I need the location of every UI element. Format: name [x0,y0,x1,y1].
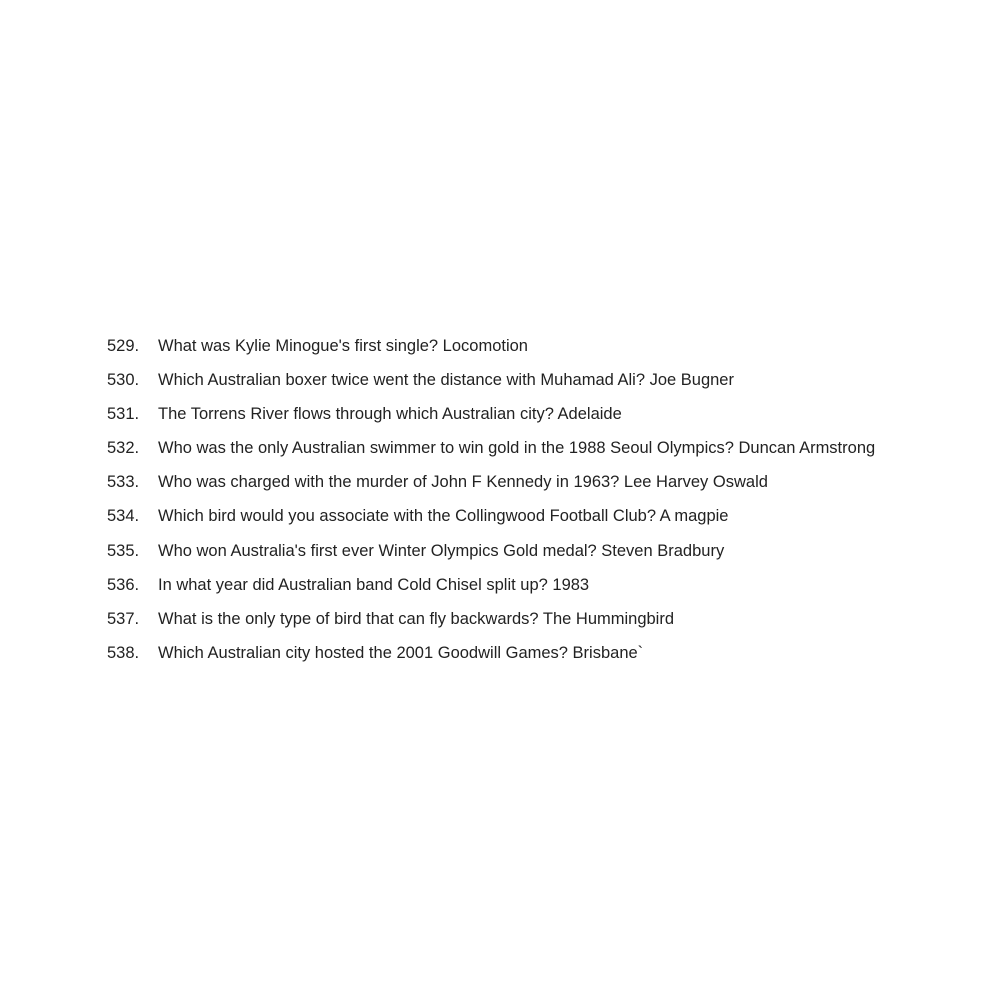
item-number: 534. [107,507,140,526]
item-number: 533. [107,473,140,492]
item-number: 531. [107,405,140,424]
item-text: What was Kylie Minogue's first single? Locomotion [158,337,528,355]
item-text: Who was the only Australian swimmer to win gold in the 1988 Seoul Olympics? Duncan Armstrong [158,439,876,458]
item-number: 537. [107,609,140,628]
list-item [107,573,977,607]
item-number: 529. [107,337,140,355]
item-text: The Torrens River flows through which Australian city? Adelaide [158,405,622,424]
list-item [107,470,977,504]
item-number: 532. [107,439,140,458]
item-number: 535. [107,541,140,560]
item-text: Which Australian city hosted the 2001 Goodwill Games? Brisbane` [158,643,644,662]
item-number: 530. [107,371,140,390]
item-text: In what year did Australian band Cold Chisel split up? 1983 [158,575,590,594]
item-number: 538. [107,643,140,662]
item-text: What is the only type of bird that can fly backwards? The Hummingbird [158,609,675,628]
list-item [107,641,977,675]
item-text: Who won Australia's first ever Winter Olympics Gold medal? Steven Bradbury [158,541,725,560]
question-list [107,334,977,675]
list-item [107,504,977,538]
list-item [107,402,977,436]
list-item [107,334,977,368]
list-item [107,539,977,573]
item-number: 536. [107,575,140,594]
item-text: Which Australian boxer twice went the distance with Muhamad Ali? Joe Bugner [158,371,734,390]
list-item [107,368,977,402]
list-item [107,436,977,470]
list-item [107,607,977,641]
item-text: Who was charged with the murder of John F Kennedy in 1963? Lee Harvey Oswald [158,473,768,492]
item-text: Which bird would you associate with the Collingwood Football Club? A magpie [158,507,729,526]
